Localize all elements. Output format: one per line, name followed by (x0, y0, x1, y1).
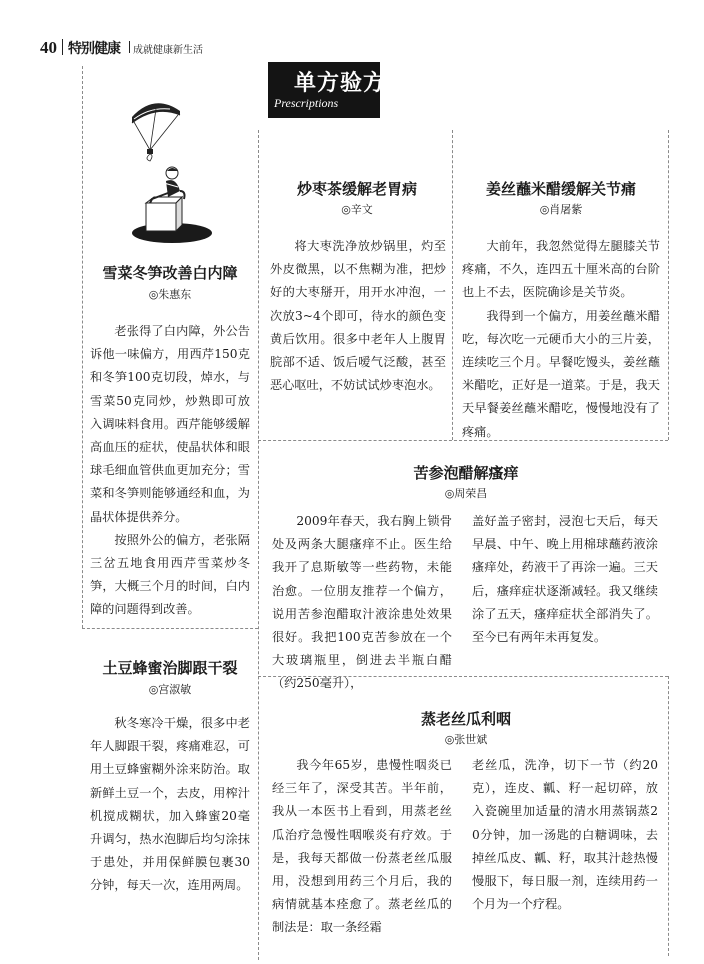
article-paragraph: 按照外公的偏方，老张隔三岔五地食用西芹雪菜炒冬笋，大概三个月的时间，白内障的问题得到改善。 (90, 532, 250, 617)
header-divider-2 (129, 41, 130, 53)
article-title: 土豆蜂蜜治脚跟干裂 (102, 659, 238, 677)
article-author: ◎宫淑敏 (148, 683, 192, 696)
article-paragraph: 老丝瓜，洗净，切下一节（约20克），连皮、瓤、籽一起切碎，放入瓷碗里加适量的清水用蒸锅蒸20分钟，加一汤匙的白糖调味，去掉丝瓜皮、瓤、籽，取其汁趁热慢慢服下，每日服一剂，连续用药一个月为一个疗程。 (472, 758, 658, 912)
right-border-bottom (668, 676, 669, 956)
section-banner-title: 单方验方 (294, 71, 387, 96)
article-title: 苦参泡醋解瘙痒 (413, 464, 519, 482)
article-author: ◎周荣昌 (444, 487, 488, 500)
article-body (270, 235, 446, 397)
article-paragraph: 将大枣洗净放炒锅里，灼至外皮微黑，以不焦糊为准，把炒好的大枣掰开，用开水冲泡，一次放3~4个即可，待水的颜色变黄后饮用。很多中老年人上腹胃脘部不适、饭后嗳气泛酸，甚至恶心呕吐，不妨试试炒枣泡水。 (270, 239, 446, 393)
left-column-border (82, 66, 83, 628)
article-body (90, 320, 250, 622)
article-paragraph: 我今年65岁，患慢性咽炎已经三年了，深受其苦。半年前，我从一本医书上看到，用蒸老丝瓜治疗急慢性咽喉炎有疗效。于是，我每天都做一份蒸老丝瓜服用，没想到用药三个月后，我的病情就基本痊愈了。蒸老丝瓜的制法是：取一条经霜 (272, 758, 452, 935)
article-author: ◎朱惠东 (148, 288, 192, 301)
parachute-island-illustration (120, 95, 230, 245)
article-author: ◎辛文 (341, 203, 373, 216)
parachute-icon (132, 103, 180, 161)
article-body-col2 (472, 754, 658, 916)
article-body-col1 (272, 754, 452, 940)
article-title: 姜丝蘸米醋缓解关节痛 (485, 180, 636, 198)
article-paragraph: 盖好盖子密封，浸泡七天后，每天早晨、中午、晚上用棉球蘸药液涂瘙痒处，药液干了再涂一遍。三天后，瘙痒症状逐渐减轻。我又继续涂了五天，瘙痒症状全部消失了。至今已有两年未再复发。 (472, 514, 658, 645)
article-title: 蒸老丝瓜利咽 (420, 710, 511, 728)
section-banner-subtitle: Prescriptions (274, 96, 339, 110)
header-divider (62, 39, 63, 55)
island-icon (132, 197, 212, 243)
article-paragraph: 老张得了白内障，外公告诉他一味偏方，用西芹150克和冬笋100克切段，焯水，与雪菜50克同炒，炒熟即可放入调味料食用。西芹能够缓解高血压的症状，使晶状体和眼球毛细血管供血更加充分；雪菜和冬笋则能够通经和血，为晶状体提供养分。 (90, 324, 250, 524)
article-title: 雪菜冬笋改善白内障 (102, 264, 238, 282)
left-column-separator (82, 628, 258, 629)
article-author: ◎肖屠紫 (539, 203, 583, 216)
top-right-divider (452, 130, 453, 440)
right-border-top (668, 130, 669, 440)
article-body (90, 712, 250, 898)
article-body (462, 235, 660, 444)
article-body-col1 (272, 510, 452, 696)
article-body-col2 (472, 510, 658, 649)
article-paragraph: 我得到一个偏方，用姜丝蘸米醋吃，每次吃一元硬币大小的三片姜，连续吃三个月。早餐吃馒头，姜丝蘸米醋吃，正好是一道菜。于是，我天天早餐姜丝蘸米醋吃，慢慢地没有了疼痛。 (462, 308, 660, 439)
article-paragraph: 2009年春天，我右胸上锁骨处及两条大腿瘙痒不止。医生给我开了息斯敏等一些药物，未能治愈。一位朋友推荐一个偏方，说用苦参泡醋取汁液涂患处效果很好。我把100克苦参放在一个大玻璃瓶里，倒进去半瓶白醋（约250毫升）， (272, 514, 452, 691)
magazine-slogan: 成就健康新生活 (133, 45, 203, 56)
article-paragraph: 大前年，我忽然觉得左腿膝关节疼痛，不久，连四五十厘米高的台阶也上不去，医院确诊是关节炎。 (462, 239, 660, 300)
column-divider (258, 130, 259, 960)
page-number: 40 (40, 38, 57, 57)
magazine-name: 特别健康 (68, 41, 120, 57)
article-author: ◎张世斌 (444, 733, 488, 746)
article-paragraph: 秋冬寒冷干燥，很多中老年人脚跟干裂，疼痛难忍，可用土豆蜂蜜糊外涂来防治。取新鲜土豆一个，去皮，用榨汁机搅成糊状，加入蜂蜜20毫升调匀，热水泡脚后均匀涂抹于患处，并用保鲜膜包裹30分钟，每天一次，连用两周。 (90, 716, 250, 893)
article-title: 炒枣茶缓解老胃病 (296, 180, 417, 198)
